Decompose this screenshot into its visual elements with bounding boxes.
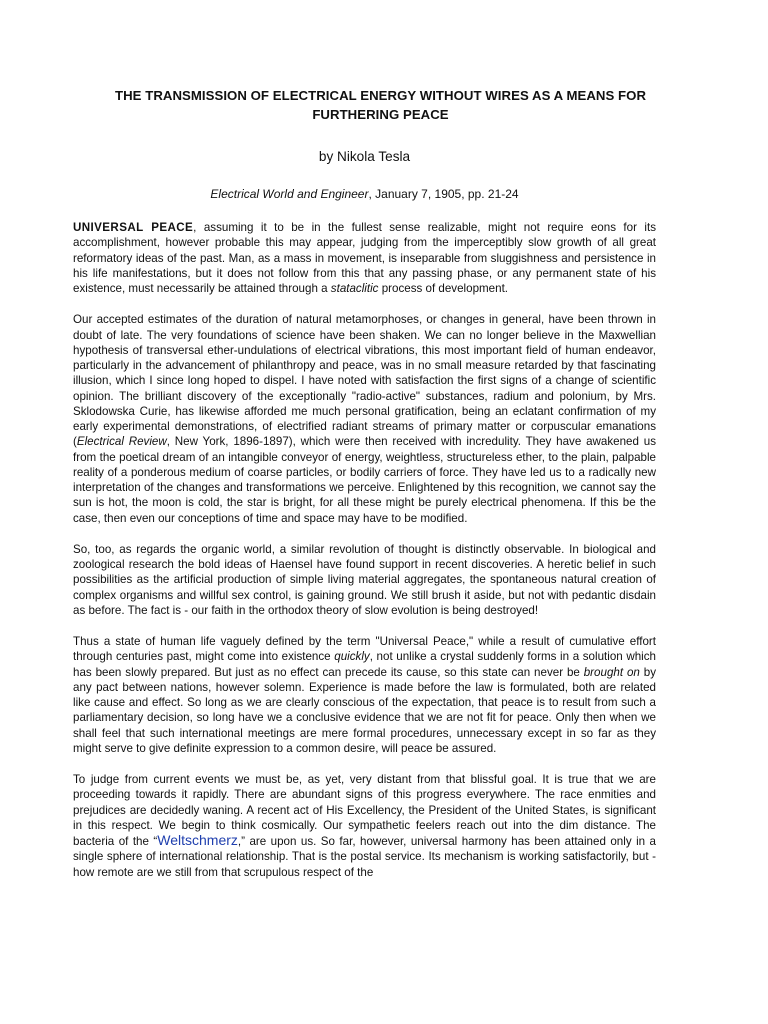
paragraph-text: ,” are upon us. So far, however, universal harmony has been attained only in a single sphere of international relationship. That is the postal service. Its mechanism is working satisfactorily, but - how remote are we still from that scrupulous respect of the [73,835,656,879]
source-details: , January 7, 1905, pp. 21-24 [368,187,519,201]
paragraph-1 [73,220,656,296]
paragraph-3 [73,542,656,618]
paragraph-text: So, too, as regards the organic world, a similar revolution of thought is distinctly observable. In biological and zoological research the bold ideas of Haensel have found support in recent discoveries. A heretic belief in such possibilities as the artificial production of simple living material aggregates, the spontaneous natural creation of complex organisms and willful sex control, is gaining ground. We still brush it aside, but not with pedantic disdain as before. The fact is - our faith in the orthodox theory of slow evolution is being destroyed! [73,542,656,617]
paragraph-text: process of development. [378,282,509,295]
emphasis-text: stataclitic [330,282,379,295]
source-publication: Electrical World and Engineer [210,187,369,201]
paragraph-text: , New York, 1896-1897), which were then received with incredulity. They have awakened us from the poetical dream of an intangible conveyor of energy, weightless, structureless ether, to the plain, palpable reality of a ponderous medium of coarse particles, or bodily carriers of force. They have led us to a radically new interpretation of the changes and transformations we perceive. Enlightened by this recognition, we cannot say the sun is hot, the moon is cold, the star is bright, for all these might be purely electrical phenomena. If this be the case, then even our conceptions of time and space may have to be modified. [73,435,656,525]
paragraph-4 [73,634,656,756]
emphasis-text: quickly [334,650,370,664]
article-body [73,220,656,880]
paragraph-text: , assuming it to be in the fullest sense realizable, might not require eons for its accomplishment, however probable this may appear, judging from the imperceptibly slow growth of all great reformatory ideas of the past. Man, as a mass in movement, is inseparable from sluggishness and persistence in his life manifestations, but it does not follow from this that any passing phase, or any permanent state of his existence, must necessarily be attained through a [73,221,656,295]
paragraph-2 [73,312,656,526]
paragraph-5 [73,772,656,880]
title-line-1: THE TRANSMISSION OF ELECTRICAL ENERGY WITHOUT WIRES AS A MEANS FOR [114,88,647,103]
source-citation [73,186,656,203]
weltschmerz-link[interactable]: Weltschmerz [157,832,238,848]
paragraph-text: , not unlike a crystal suddenly forms in a solution which has been slowly prepared. But just as no effect can precede its cause, so this state can never be [73,650,656,679]
paragraph-text: To judge from current events we must be, as yet, very distant from that blissful goal. It is true that we are proceeding towards it rapidly. There are abundant signs of this progress everywhere. The race enmities and prejudices are decidedly waning. A recent act of His Excellency, the President of the United States, is significant in this respect. We begin to think cosmically. Our sympathetic feelers reach out into the dim distance. The bacteria of the “ [73,773,656,848]
lead-phrase: UNIVERSAL PEACE [73,221,194,234]
author-byline: by Nikola Tesla [318,149,411,164]
document-title [65,86,696,124]
paragraph-text: Thus a state of human life vaguely defined by the term "Universal Peace," while a result of cumulative effort through centuries past, might come into existence [73,635,656,664]
title-line-2: FURTHERING PEACE [312,107,449,122]
emphasis-text: brought on [583,665,640,679]
paragraph-text: by any pact between nations, however solemn. Experience is made before the law is formulated, both are related like cause and effect. So long as we are clearly conscious of the expectation, that peace is to result from such a parliamentary decision, so long have we a conclusive evidence that we are not fit for peace. Only then when we shall feel that such international meetings are mere formal procedures, unnecessary except in so far as they might serve to give definite expression to a common desire, will peace be assured. [73,665,656,755]
emphasis-text: Electrical Review [76,435,167,449]
paragraph-text: Our accepted estimates of the duration of natural metamorphoses, or changes in general, have been thrown in doubt of late. The very foundations of science have been shaken. We can no longer believe in the Maxwellian hypothesis of transversal ether-undulations of electrical vibrations, this most important field of human endeavor, particularly in the advancement of philanthropy and peace, was in no small measure retarded by that fascinating illusion, which I since long hoped to dispel. I have noted with satisfaction the first signs of a change of scientific opinion. The brilliant discovery of the exceptionally "radio-active" substances, radium and polonium, by Mrs. Sklodowska Curie, has likewise afforded me much personal gratification, being an eclatant confirmation of my early experimental demonstrations, of electrified radiant streams of primary matter or corpuscular emanations ( [73,313,656,449]
